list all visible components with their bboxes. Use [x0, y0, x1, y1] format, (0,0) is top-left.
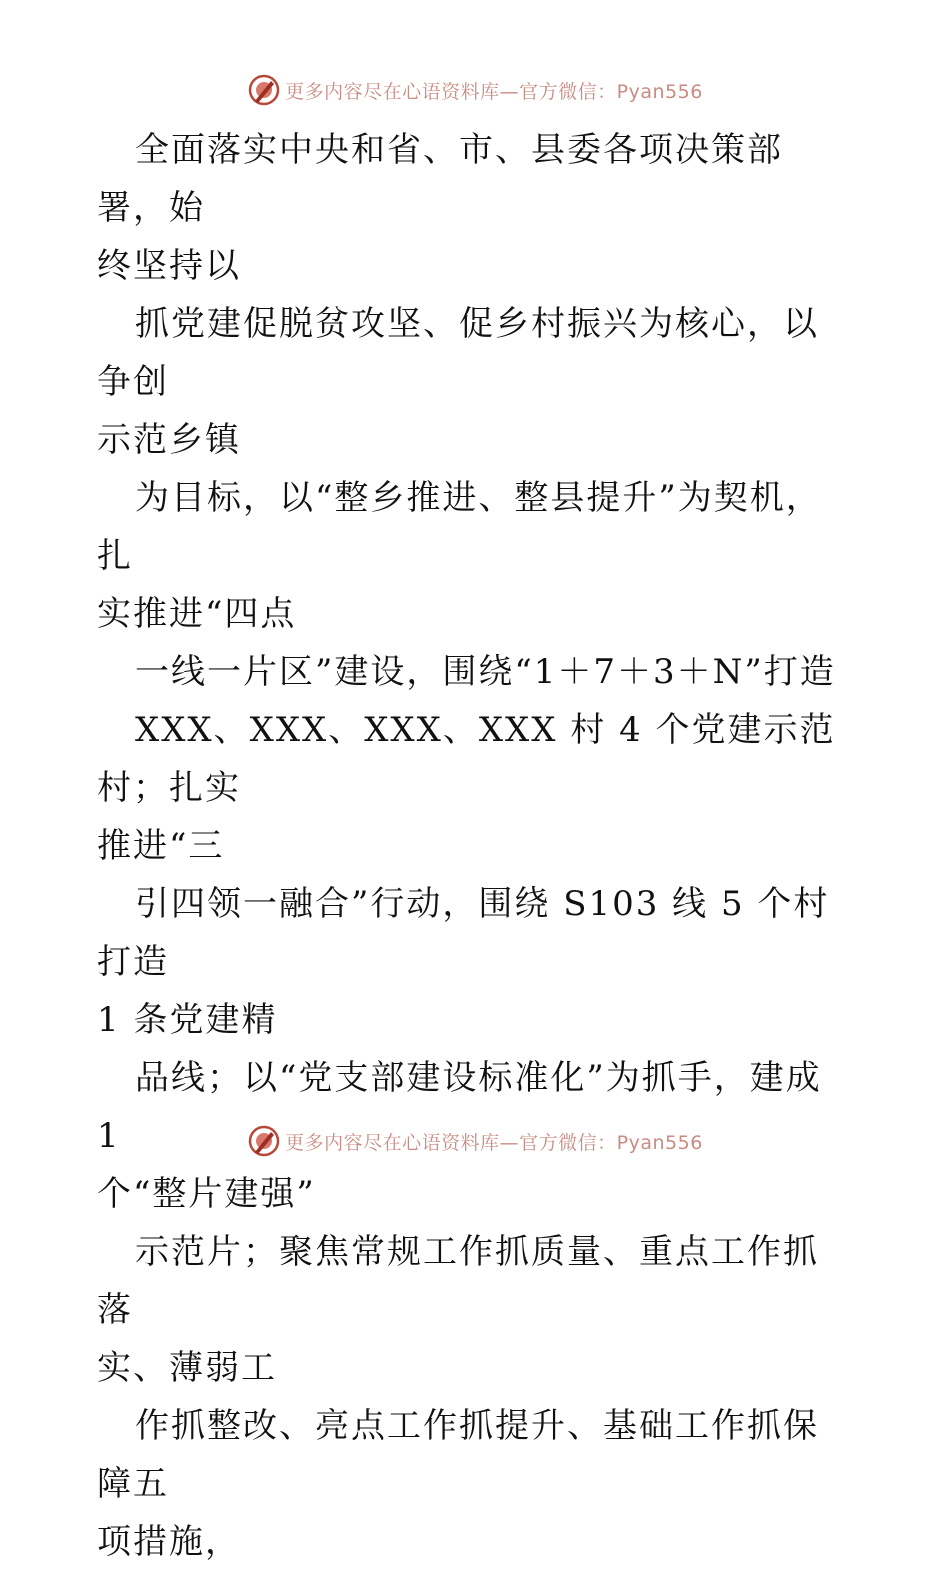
text-line: 推进“三 [97, 826, 225, 866]
text-line: 抓党建促脱贫攻坚、促乡村振兴为核心，以争创 [97, 304, 819, 402]
text-line: 全面落实中央和省、市、县委各项决策部署，始 [97, 130, 783, 228]
document-body [0, 121, 950, 1571]
paragraph [0, 875, 950, 1049]
text-line: 个“整片建强” [97, 1174, 316, 1214]
text-line: 终坚持以 [97, 246, 241, 286]
paragraph [0, 469, 950, 643]
text-line: 实、薄弱工 [97, 1348, 277, 1388]
text-line: 为目标，以“整乡推进、整县提升”为契机，扎 [97, 478, 822, 576]
text-line: 品线；以“党支部建设标准化”为抓手，建成 1 [97, 1058, 822, 1156]
text-line: 实推进“四点 [97, 594, 297, 634]
text-line: 一线一片区”建设，围绕“1＋7＋3＋N”打造 [135, 652, 836, 692]
pen-circle-logo-icon [247, 73, 281, 107]
text-line: XXX、XXX、XXX、XXX 村 4 个党建示范村；扎实 [97, 710, 836, 808]
text-line: 1 条党建精 [97, 1000, 278, 1040]
text-line: 项措施， [97, 1522, 241, 1562]
paragraph [0, 701, 950, 875]
footer-watermark [0, 1121, 950, 1161]
pen-circle-logo-icon [247, 1124, 281, 1158]
text-line: 引四领一融合”行动，围绕 S103 线 5 个村打造 [97, 884, 830, 982]
text-line: 作抓整改、亮点工作抓提升、基础工作抓保障五 [97, 1406, 819, 1504]
watermark-text: 更多内容尽在心语资料库—官方微信：Pyan556 [285, 80, 703, 103]
text-line: 示范乡镇 [97, 420, 241, 460]
paragraph [0, 1397, 950, 1571]
paragraph [0, 1223, 950, 1397]
text-line: 示范片；聚焦常规工作抓质量、重点工作抓落 [97, 1232, 819, 1330]
watermark-text: 更多内容尽在心语资料库—官方微信：Pyan556 [285, 1131, 703, 1154]
paragraph [0, 295, 950, 469]
header-watermark [0, 70, 950, 110]
paragraph [0, 121, 950, 295]
paragraph [0, 643, 950, 701]
